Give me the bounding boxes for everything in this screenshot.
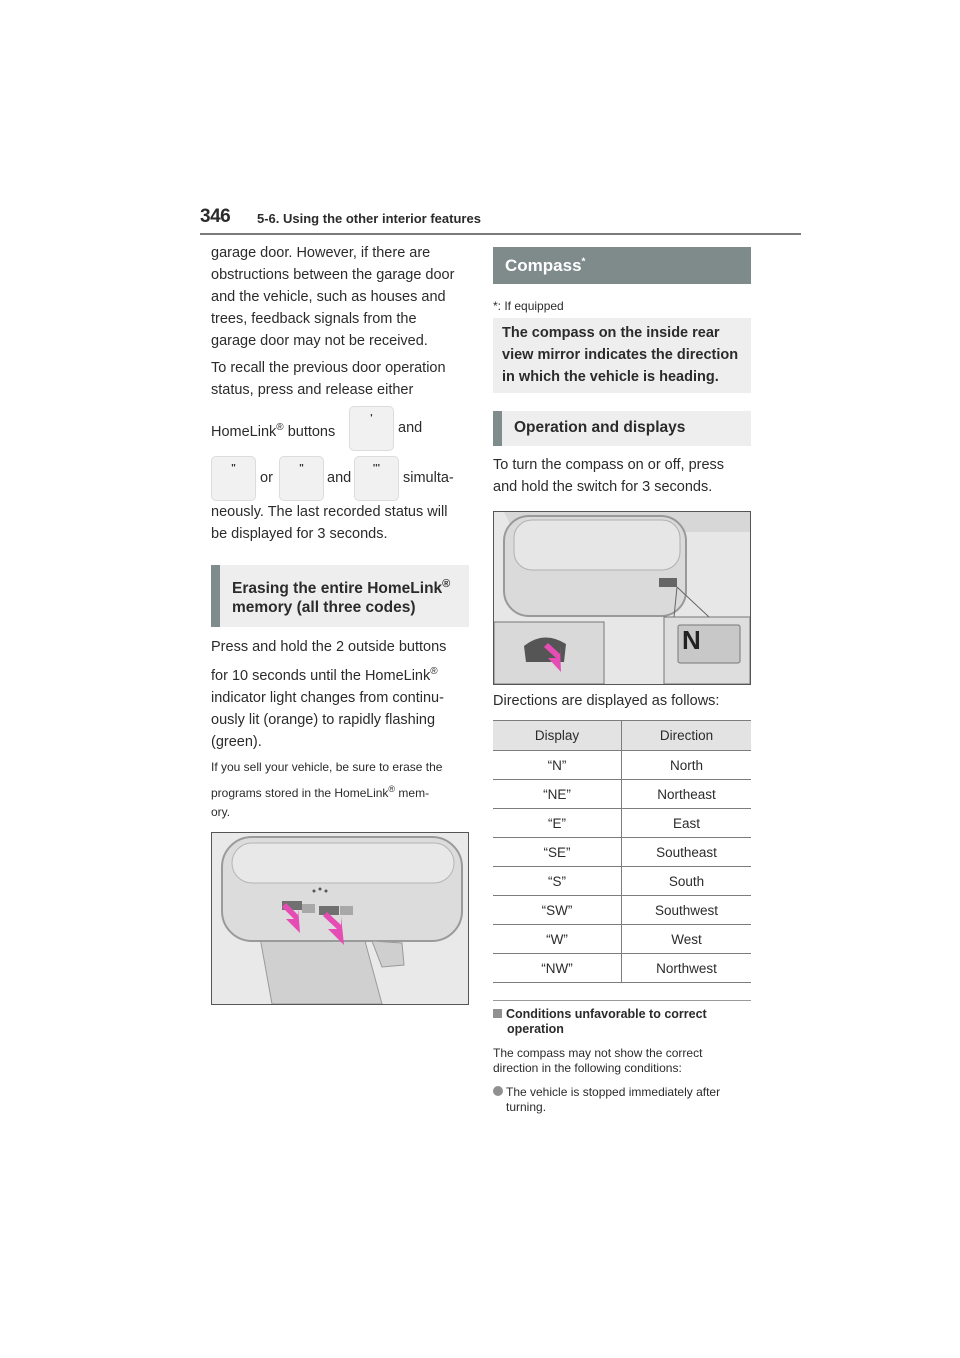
homelink-line: HomeLink® buttons xyxy=(211,422,336,440)
table-row: “W” West xyxy=(493,925,751,954)
compass-display-label: N xyxy=(682,625,701,655)
directions-intro: Directions are displayed as follows: xyxy=(493,693,720,709)
section-title: 5-6. Using the other interior features xyxy=(257,211,481,226)
table-row: “S” South xyxy=(493,867,751,896)
note-sell-vehicle: If you sell your vehicle, be sure to erase the programs stored in the HomeLink® mem- ory. xyxy=(211,760,443,819)
homelink-button-2b-icon: " xyxy=(279,456,324,501)
conditions-text: The compass may not show the correct direction in the following conditions: xyxy=(493,1046,703,1075)
table-row: “SW” Southwest xyxy=(493,896,751,925)
paragraph-status: neously. The last recorded status will be displayed for 3 seconds. xyxy=(211,504,448,542)
table-row: “N” North xyxy=(493,751,751,780)
conditions-heading: Conditions unfavorable to correct operation xyxy=(493,1007,707,1037)
operation-heading: Operation and displays xyxy=(493,411,751,446)
paragraph-recall: To recall the previous door operation status, press and release either xyxy=(211,360,446,398)
heading-accent-bar xyxy=(493,411,502,446)
compass-mirror-illustration xyxy=(493,511,751,685)
paragraph-operation: To turn the compass on or off, press and hold the switch for 3 seconds. xyxy=(493,457,725,495)
table-row: “NE” Northeast xyxy=(493,780,751,809)
compass-heading: Compass* xyxy=(493,247,751,284)
section-divider xyxy=(493,1000,751,1001)
table-header-row xyxy=(493,721,751,751)
directions-table xyxy=(493,720,751,983)
erase-heading: Erasing the entire HomeLink® memory (all three codes) xyxy=(211,565,469,627)
mirror-buttons-illustration xyxy=(211,832,469,1005)
circle-bullet-icon xyxy=(493,1086,503,1096)
page-number: 346 xyxy=(200,206,231,227)
and-word-2: and xyxy=(327,470,352,486)
footnote-if-equipped: *: If equipped xyxy=(493,299,564,313)
paragraph-feedback: garage door. However, if there are obstructions between the garage door and the vehicle, such as houses and trees, feedback signals from the garage door may not be received. xyxy=(211,245,455,349)
table-header: Display xyxy=(493,721,622,751)
bullet-stopped-after-turning: The vehicle is stopped immediately after turning. xyxy=(493,1085,720,1115)
and-word-1: and xyxy=(398,420,423,436)
homelink-button-2-icon: " xyxy=(211,456,256,501)
compass-intro-box: The compass on the inside rear view mirror indicates the direction in which the vehicle is heading. xyxy=(493,318,751,393)
or-word: or xyxy=(260,470,273,486)
paragraph-erase: Press and hold the 2 outside buttons for 10 seconds until the HomeLink® indicator light changes from continu- ously lit (orange) to rapidly flashing (green). xyxy=(211,639,447,750)
homelink-button-1-icon: ' xyxy=(349,406,394,451)
homelink-button-3-icon: ''' xyxy=(354,456,399,501)
table-header: Direction xyxy=(622,721,752,751)
square-bullet-icon xyxy=(493,1009,502,1018)
simulta-word: simulta- xyxy=(403,470,454,486)
table-row: “SE” Southeast xyxy=(493,838,751,867)
header-divider xyxy=(200,233,801,235)
table-row: “NW” Northwest xyxy=(493,954,751,983)
heading-accent-bar xyxy=(211,565,220,627)
table-row: “E” East xyxy=(493,809,751,838)
